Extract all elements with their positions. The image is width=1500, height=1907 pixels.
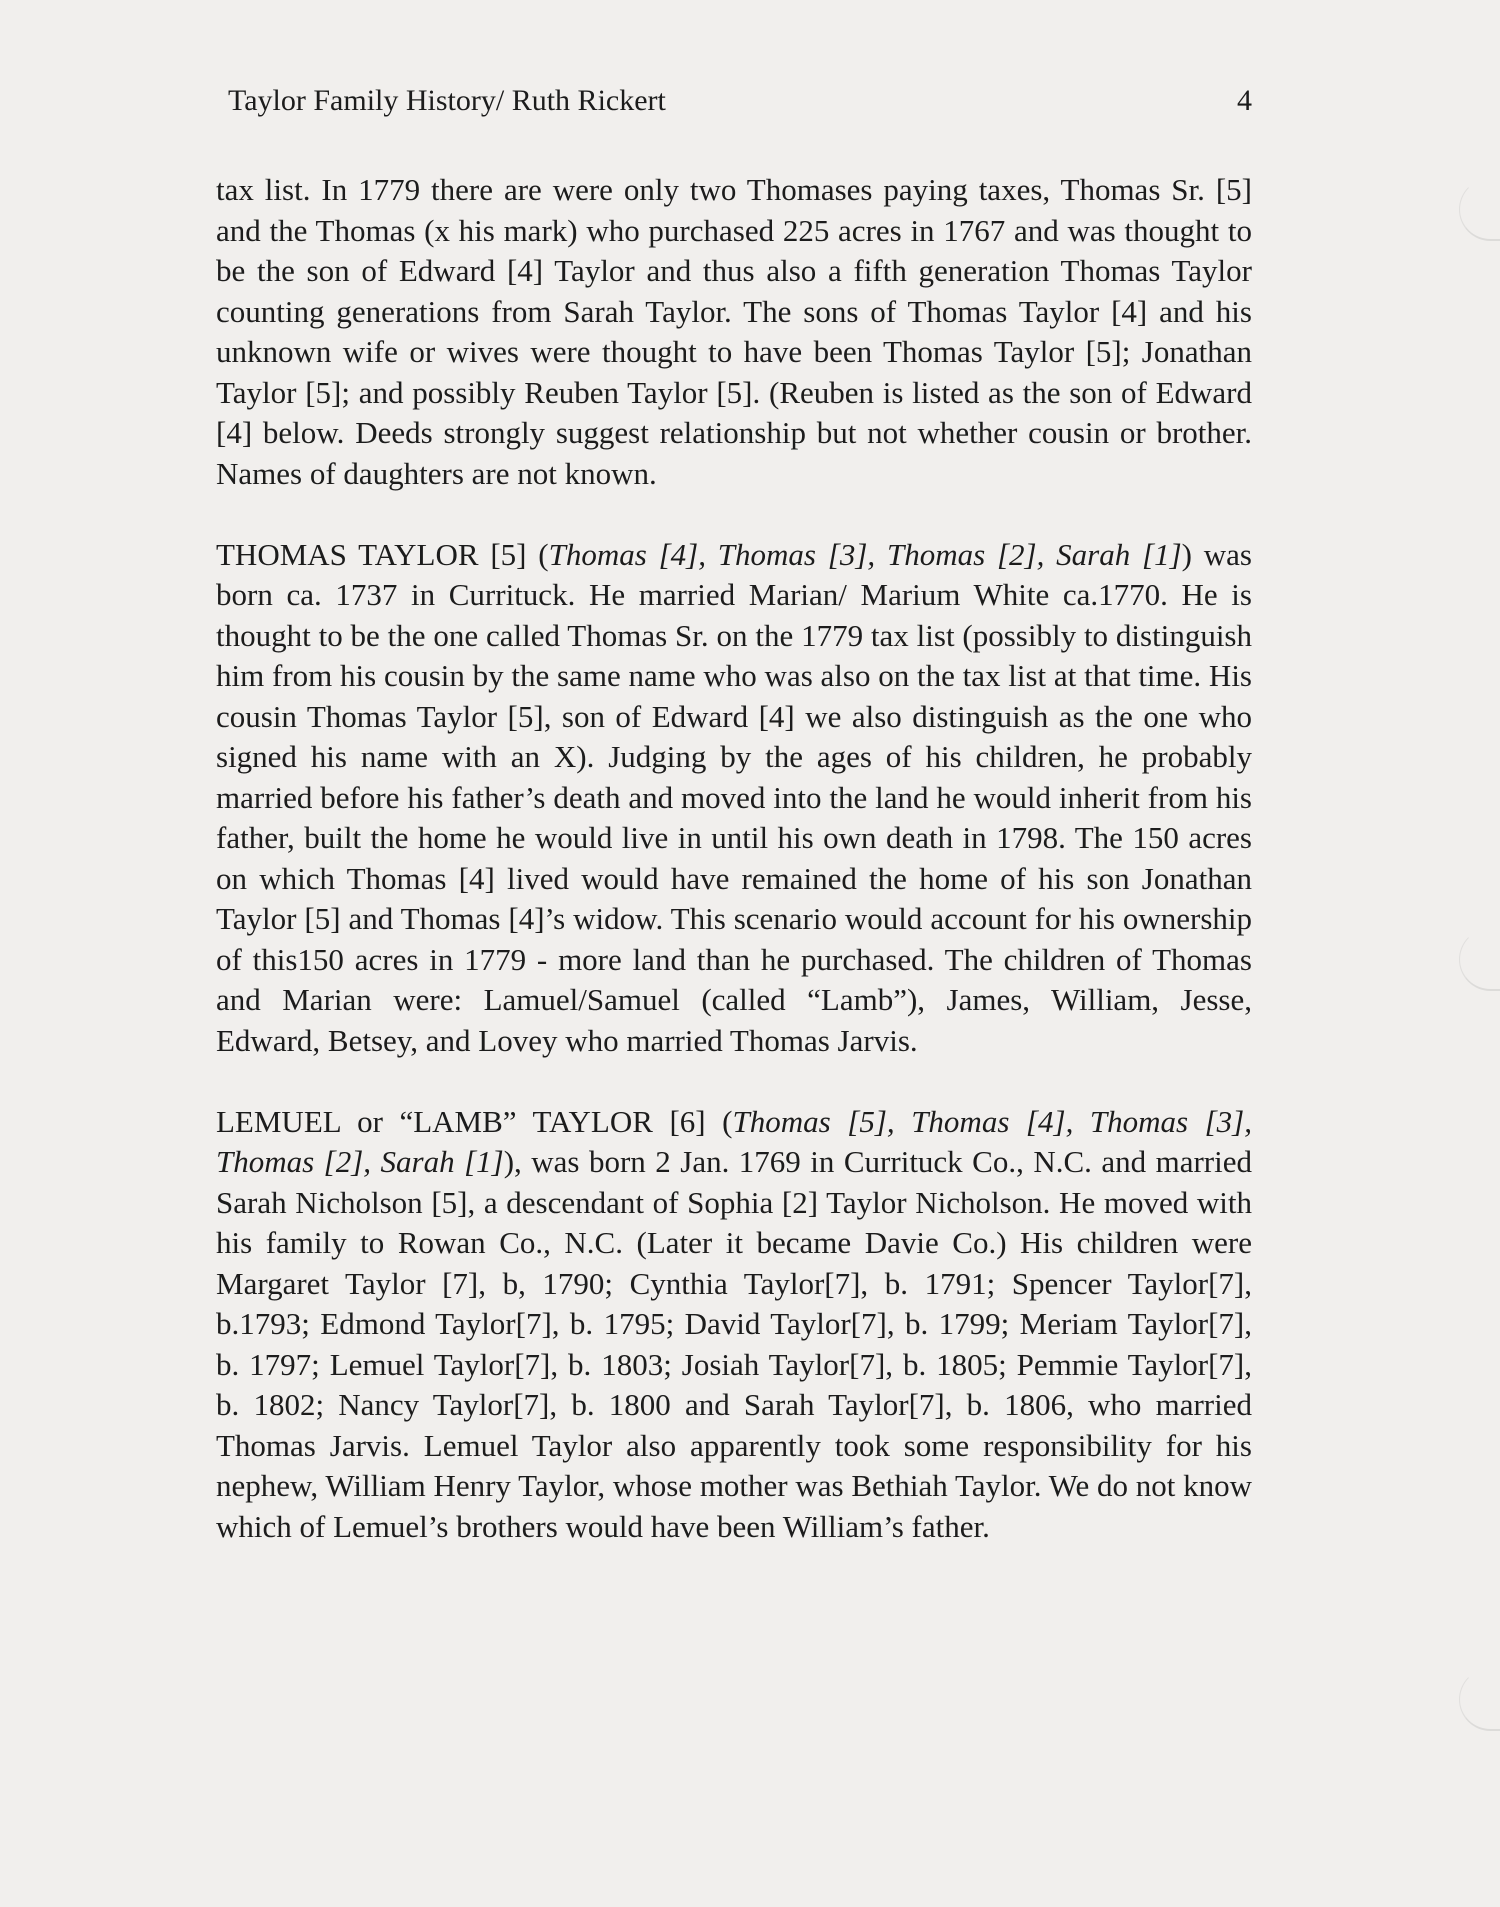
paragraph-lemuel-taylor — [216, 1102, 1252, 1548]
text-segment: tax list. In 1779 there are were only two Thomases paying taxes, Thomas Sr. [5] and the Thomas (x his mark) who purchased 225 acres in 1767 and was thought to be the son of Edward [4] Taylor and thus also a fifth generation Thomas Taylor counting generations from Sarah Taylor. The sons of Thomas Taylor [4] and his unknown wife or wives were thought to have been Thomas Taylor [5]; Jonathan Taylor [5]; and possibly Reuben Taylor [5]. (Reuben is listed as the son of Edward [4] below. Deeds strongly suggest relationship but not whether cousin or brother. Names of daughters are not known. — [216, 172, 1252, 491]
punch-hole-mark — [1459, 178, 1500, 241]
text-segment: ) was born ca. 1737 in Currituck. He married Marian/ Marium White ca.1770. He is thought to be the one called Thomas Sr. on the 1779 tax list (possibly to distinguish him from his cousin by the same name who was also on the tax list at that time. His cousin Thomas Taylor [5], son of Edward [4] we also distinguish as the one who signed his name with an X). Judging by the ages of his children, he probably married before his father’s death and moved into the land he would inherit from his father, built the home he would live in until his own death in 1798. The 150 acres on which Thomas [4] lived would have remained the home of his son Jonathan Taylor [5] and Thomas [4]’s widow. This scenario would account for his ownership of this150 acres in 1779 - more land than he purchased. The children of Thomas and Marian were: Lamuel/Samuel (called “Lamb”), James, William, Jesse, Edward, Betsey, and Lovey who married Thomas Jarvis. — [216, 536, 1252, 1058]
lineage-italic: Thomas [5], Thomas [4], Thomas [3], Thomas [2], Sarah [1] — [216, 1103, 1252, 1179]
paragraph-thomas-taylor — [216, 535, 1252, 1062]
text-segment: THOMAS TAYLOR [5] ( — [216, 536, 549, 572]
header-title: Taylor Family History/ Ruth Rickert — [228, 84, 666, 117]
punch-hole-mark — [1459, 928, 1500, 991]
document-body — [216, 170, 1252, 1547]
page-header — [228, 80, 1252, 122]
punch-hole-mark — [1459, 1668, 1500, 1731]
paragraph-tax-list — [216, 170, 1252, 494]
lineage-italic: Thomas [4], Thomas [3], Thomas [2], Sarah [1] — [548, 536, 1182, 572]
text-segment: ), was born 2 Jan. 1769 in Currituck Co., N.C. and married Sarah Nicholson [5], a descendant of Sophia [2] Taylor Nicholson. He moved with his family to Rowan Co., N.C. (Later it became Davie Co.) His children were Margaret Taylor [7], b, 1790; Cynthia Taylor[7], b. 1791; Spencer Taylor[7], b.1793; Edmond Taylor[7], b. 1795; David Taylor[7], b. 1799; Meriam Taylor[7], b. 1797; Lemuel Taylor[7], b. 1803; Josiah Taylor[7], b. 1805; Pemmie Taylor[7], b. 1802; Nancy Taylor[7], b. 1800 and Sarah Taylor[7], b. 1806, who married Thomas Jarvis. Lemuel Taylor also apparently took some responsibility for his nephew, William Henry Taylor, whose mother was Bethiah Taylor. We do not know which of Lemuel’s brothers would have been William’s father. — [216, 1144, 1253, 1544]
text-segment: LEMUEL or “LAMB” TAYLOR [6] ( — [216, 1103, 733, 1139]
page-number: 4 — [1237, 84, 1252, 117]
